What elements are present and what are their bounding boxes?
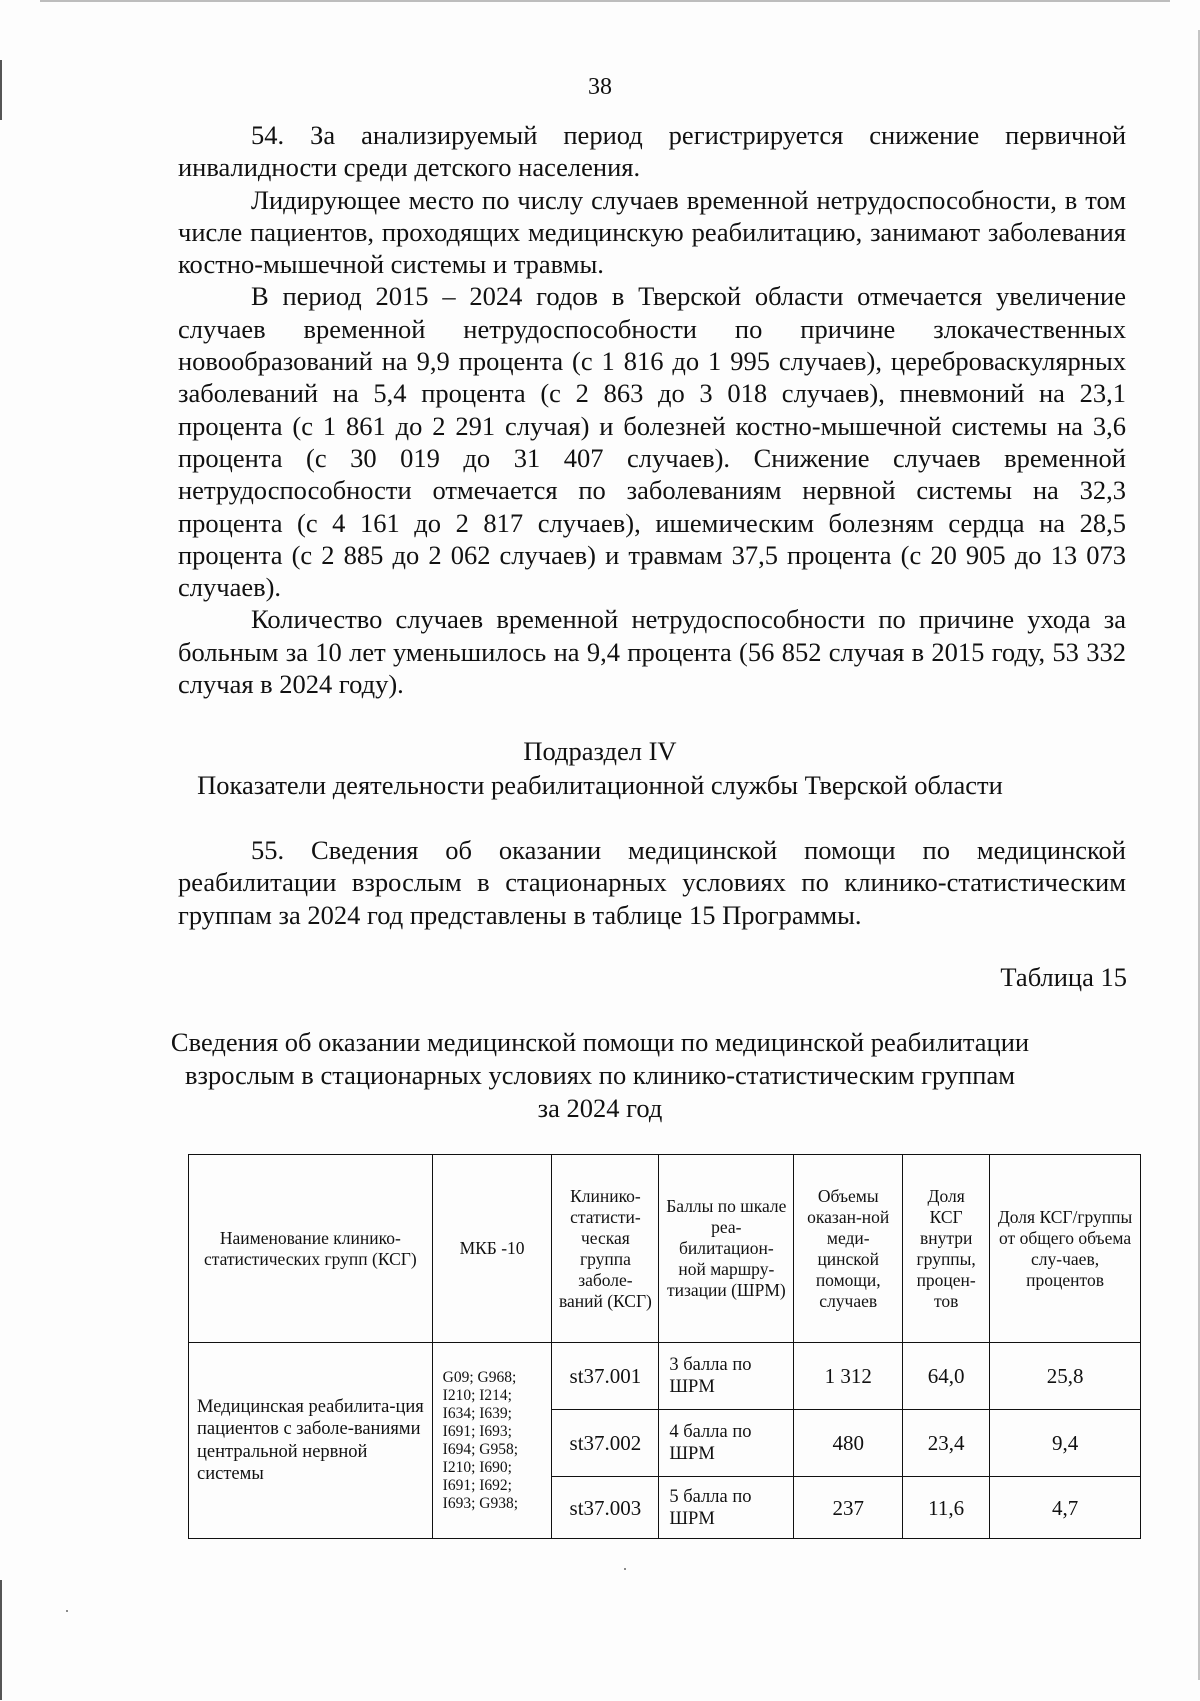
paragraph-temporary-disability-leaders: Лидирующее место по числу случаев временной нетрудоспособности, в том числе пациентов, проходящих медицинскую реабилитацию, занимают заболевания костно-мышечной системы и травмы. bbox=[178, 184, 1126, 280]
subsection-label: Подраздел IV bbox=[523, 736, 677, 766]
shrm-cell: 3 балла по ШРМ bbox=[659, 1343, 794, 1410]
share-total-cell: 25,8 bbox=[990, 1343, 1141, 1410]
body-text-55 bbox=[178, 834, 1126, 931]
table-label: Таблица 15 bbox=[1000, 962, 1127, 992]
shrm-cell: 4 балла по ШРМ bbox=[659, 1410, 794, 1477]
header-volume: Объемы оказан-ной меди-цинской помощи, случаев bbox=[794, 1155, 903, 1343]
table-title-line: Сведения об оказании медицинской помощи по медицинской реабилитации bbox=[170, 1027, 1030, 1057]
share-in-group-cell: 11,6 bbox=[903, 1477, 990, 1539]
share-in-group-cell: 64,0 bbox=[903, 1343, 990, 1410]
paragraph-2015-2024-trends: В период 2015 – 2024 годов в Тверской области отмечается увеличение случаев временной нетрудоспособности по причине злокачественных новообразований на 9,9 процента (с 1 816 до 1 995 случаев), цереброваскулярных заболеваний на 5,4 процента (с 2 863 до 3 018 случаев), пневмоний на 23,1 процента (с 1 861 до 2 291 случая) и болезней костно-мышечной системы на 3,6 процента (с 30 019 до 31 407 случаев). Снижение случаев временной нетрудоспособности отмечается по заболеваниям нервной системы на 32,3 процента (с 4 161 до 2 817 случаев), ишемическим болезням сердца на 28,5 процента (с 2 885 до 2 062 случаев) и травмам 37,5 процента (с 20 905 до 13 073 случаев). bbox=[178, 281, 1126, 603]
ksg-table bbox=[188, 1154, 1141, 1539]
group-mkb-cell: G09; G968; I210; I214; I634; I639; I691; I693; I694; G958; I210; I690; I691; I692; I693; G938; bbox=[432, 1343, 552, 1539]
page-number: 38 bbox=[588, 74, 612, 100]
scan-speck bbox=[66, 1610, 68, 1612]
header-share-total: Доля КСГ/группы от общего объема слу-чаев, процентов bbox=[990, 1155, 1141, 1343]
header-mkb: МКБ -10 bbox=[432, 1155, 552, 1343]
table-header-row bbox=[189, 1155, 1141, 1343]
paragraph-54: 54. За анализируемый период регистрируется снижение первичной инвалидности среди детского населения. bbox=[178, 120, 1126, 183]
ksg-code-cell: st37.003 bbox=[552, 1477, 659, 1539]
shrm-cell: 5 балла по ШРМ bbox=[659, 1477, 794, 1539]
header-ksg-code: Клинико-статисти-ческая группа заболе-ваний (КСГ) bbox=[552, 1155, 659, 1343]
table-title-line: за 2024 год bbox=[537, 1093, 663, 1123]
group-name-cell: Медицинская реабилита-ция пациентов с заболе-ваниями центральной нервной системы bbox=[189, 1343, 433, 1539]
scan-edge-left-lower bbox=[0, 1580, 2, 1700]
ksg-code-cell: st37.001 bbox=[552, 1343, 659, 1410]
header-share-in-group: Доля КСГ внутри группы, процен-тов bbox=[903, 1155, 990, 1343]
share-total-cell: 9,4 bbox=[990, 1410, 1141, 1477]
scan-edge-top bbox=[40, 0, 1170, 2]
share-in-group-cell: 23,4 bbox=[903, 1410, 990, 1477]
header-ksg-name: Наименование клинико-статистических групп (КСГ) bbox=[189, 1155, 433, 1343]
subsection-title: Показатели деятельности реабилитационной службы Тверской области bbox=[197, 770, 1003, 800]
ksg-code-cell: st37.002 bbox=[552, 1410, 659, 1477]
share-total-cell: 4,7 bbox=[990, 1477, 1141, 1539]
paragraph-55: 55. Сведения об оказании медицинской помощи по медицинской реабилитации взрослым в стационарных условиях по клинико-статистическим группам за 2024 год представлены в таблице 15 Программы. bbox=[178, 835, 1126, 930]
header-shrm: Баллы по шкале реа-билитацион-ной маршру-тизации (ШРМ) bbox=[659, 1155, 794, 1343]
table-title-line: взрослым в стационарных условиях по клинико-статистическим группам bbox=[184, 1060, 1015, 1090]
body-text-top bbox=[178, 119, 1126, 700]
volume-cell: 480 bbox=[794, 1410, 903, 1477]
table-title bbox=[140, 1026, 1060, 1125]
volume-cell: 1 312 bbox=[794, 1343, 903, 1410]
volume-cell: 237 bbox=[794, 1477, 903, 1539]
table-row bbox=[189, 1343, 1141, 1410]
paragraph-care-leave: Количество случаев временной нетрудоспособности по причине ухода за больным за 10 лет уменьшилось на 9,4 процента (56 852 случая в 2015 году, 53 332 случая в 2024 году). bbox=[178, 604, 1126, 700]
scan-speck bbox=[624, 1568, 626, 1570]
